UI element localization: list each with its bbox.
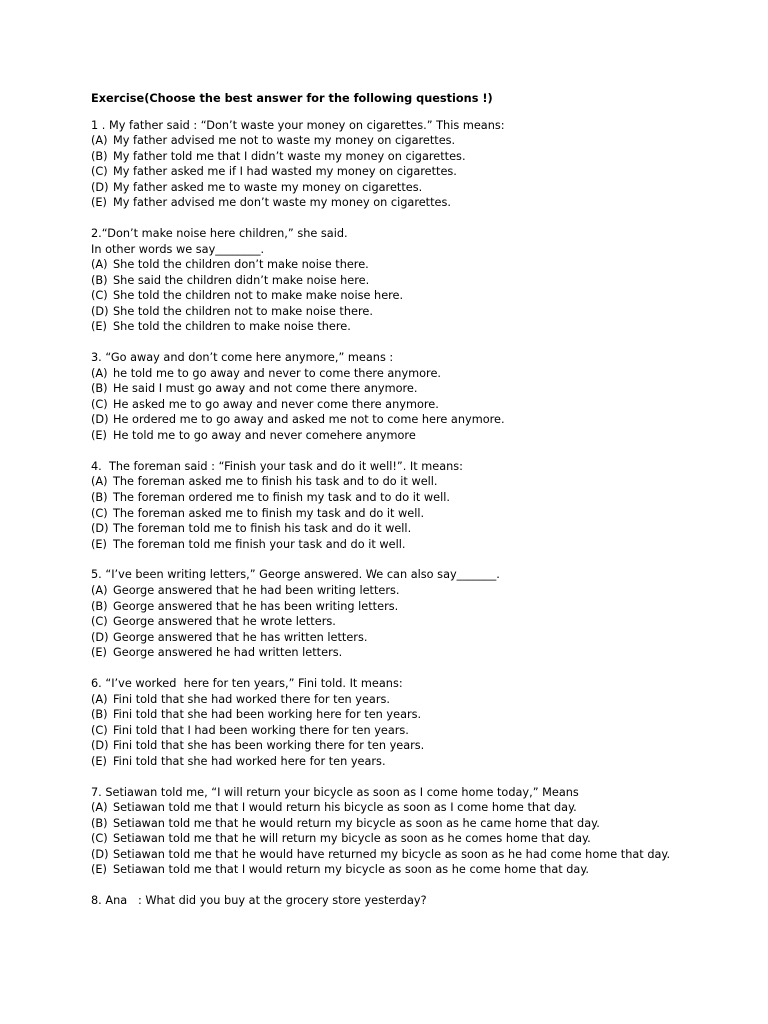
answer-option (91, 257, 751, 273)
option-letter: (D) (91, 847, 109, 861)
option-letter: (A) (91, 584, 108, 597)
option-text: She told the children don’t make noise there. (113, 258, 369, 272)
option-text: The foreman told me to finish his task and do it well. (113, 522, 412, 536)
answer-option (91, 816, 751, 832)
option-text: Setiawan told me that he will return my bicycle as soon as he comes home that day. (113, 832, 591, 846)
answer-option (91, 319, 751, 335)
answer-option (91, 614, 751, 630)
option-text: he told me to go away and never to come there anymore. (113, 366, 441, 380)
option-text: George answered that he has written letters. (113, 630, 368, 644)
option-text: He ordered me to go away and asked me not to come here anymore. (113, 413, 505, 427)
answer-option (91, 738, 751, 754)
option-letter: (C) (91, 397, 108, 411)
answer-option (91, 847, 751, 863)
answer-option (91, 707, 751, 723)
answer-option (91, 537, 751, 553)
option-letter: (E) (91, 754, 107, 768)
answer-option (91, 304, 751, 320)
question-stem: 2.“Don’t make noise here children,” she said. (91, 227, 348, 241)
option-letter: (B) (91, 149, 108, 163)
option-text: My father advised me don’t waste my money on cigarettes. (113, 196, 451, 210)
option-letter: (E) (91, 429, 107, 443)
option-letter: (B) (91, 599, 108, 613)
option-letter: (A) (91, 801, 108, 815)
option-text: She told the children to make noise there. (113, 320, 351, 334)
option-text: Fini told that I had been working there for ten years. (113, 723, 409, 737)
answer-option (91, 180, 751, 196)
option-letter: (D) (91, 739, 109, 753)
option-text: George answered that he has been writing letters. (113, 599, 399, 613)
question-stem: In other words we say________. (91, 242, 265, 256)
option-text: George answered that he had been writing letters. (113, 584, 400, 597)
option-letter: (C) (91, 723, 108, 737)
option-text: Fini told that she had worked there for ten years. (113, 692, 390, 706)
option-letter: (E) (91, 863, 107, 877)
option-text: He told me to go away and never comehere anymore (113, 429, 416, 443)
option-text: Fini told that she had been working here for ten years. (113, 708, 422, 722)
answer-option (91, 521, 751, 537)
option-text: The foreman told me finish your task and do it well. (113, 537, 406, 551)
question-8 (91, 893, 751, 909)
option-text: She said the children didn’t make noise here. (113, 273, 370, 287)
option-text: The foreman ordered me to finish my task and to do it well. (113, 490, 450, 504)
question-stem: 8. Ana : What did you buy at the grocery store yesterday? (91, 894, 427, 908)
option-letter: (E) (91, 320, 107, 334)
option-letter: (A) (91, 366, 108, 380)
answer-option (91, 583, 751, 599)
option-letter: (A) (91, 692, 108, 706)
option-text: My father asked me to waste my money on cigarettes. (113, 180, 423, 194)
question-stem: 5. “I’ve been writing letters,” George answered. We can also say_______. (91, 568, 500, 582)
option-letter: (C) (91, 289, 108, 303)
option-letter: (D) (91, 304, 109, 318)
option-letter: (D) (91, 522, 109, 536)
answer-option (91, 412, 751, 428)
answer-option (91, 474, 751, 490)
question-3 (91, 350, 751, 443)
question-stem: 7. Setiawan told me, “I will return your bicycle as soon as I come home today,” Means (91, 785, 579, 799)
option-text: Setiawan told me that he would have returned my bicycle as soon as he had come home that day. (113, 847, 671, 861)
answer-option (91, 800, 751, 816)
question-2 (91, 226, 751, 335)
option-text: The foreman asked me to finish my task and do it well. (113, 506, 425, 520)
question-6 (91, 676, 751, 769)
answer-option (91, 288, 751, 304)
option-text: The foreman asked me to finish his task and to do it well. (113, 475, 438, 489)
answer-option (91, 490, 751, 506)
option-letter: (B) (91, 273, 108, 287)
question-5 (91, 567, 751, 660)
answer-option (91, 506, 751, 522)
option-letter: (C) (91, 165, 108, 179)
answer-option (91, 381, 751, 397)
option-text: My father asked me if I had wasted my money on cigarettes. (113, 165, 457, 179)
question-stem: 4. The foreman said : “Finish your task and do it well!”. It means: (91, 459, 463, 473)
option-letter: (B) (91, 816, 108, 830)
document-page (91, 91, 751, 924)
answer-option (91, 645, 751, 661)
option-letter: (E) (91, 537, 107, 551)
option-text: She told the children not to make make noise here. (113, 289, 404, 303)
question-stem: 3. “Go away and don’t come here anymore,” means : (91, 351, 394, 365)
option-text: George answered he had written letters. (113, 646, 343, 660)
exercise-title: Exercise(Choose the best answer for the following questions !) (91, 92, 493, 105)
question-1 (91, 118, 751, 211)
answer-option (91, 273, 751, 289)
answer-option (91, 692, 751, 708)
answer-option (91, 599, 751, 615)
option-text: George answered that he wrote letters. (113, 615, 336, 629)
option-letter: (D) (91, 630, 109, 644)
option-letter: (B) (91, 708, 108, 722)
answer-option (91, 831, 751, 847)
answer-option (91, 164, 751, 180)
option-text: Setiawan told me that I would return his bicycle as soon as I come home that day. (113, 801, 577, 815)
question-4 (91, 459, 751, 552)
option-letter: (A) (91, 134, 108, 148)
answer-option (91, 428, 751, 444)
option-letter: (A) (91, 258, 108, 272)
question-7 (91, 785, 751, 878)
option-text: She told the children not to make noise there. (113, 304, 373, 318)
question-stem: 6. “I’ve worked here for ten years,” Fini told. It means: (91, 677, 403, 691)
answer-option (91, 754, 751, 770)
option-text: He said I must go away and not come there anymore. (113, 382, 418, 396)
answer-option (91, 630, 751, 646)
option-letter: (E) (91, 196, 107, 210)
option-letter: (D) (91, 180, 109, 194)
answer-option (91, 149, 751, 165)
answer-option (91, 133, 751, 149)
option-letter: (A) (91, 475, 108, 489)
answer-option (91, 723, 751, 739)
question-list (91, 118, 751, 909)
option-letter: (B) (91, 490, 108, 504)
option-letter: (E) (91, 646, 107, 660)
option-text: Fini told that she had worked here for ten years. (113, 754, 386, 768)
answer-option (91, 195, 751, 211)
option-text: Setiawan told me that he would return my bicycle as soon as he came home that day. (113, 816, 600, 830)
option-text: Fini told that she has been working there for ten years. (113, 739, 425, 753)
option-text: Setiawan told me that I would return my bicycle as soon as he come home that day. (113, 863, 590, 877)
answer-option (91, 862, 751, 878)
option-text: My father told me that I didn’t waste my money on cigarettes. (113, 149, 466, 163)
option-text: My father advised me not to waste my money on cigarettes. (113, 134, 456, 148)
answer-option (91, 366, 751, 382)
question-stem: 1 . My father said : “Don’t waste your money on cigarettes.” This means: (91, 118, 505, 132)
option-text: He asked me to go away and never come there anymore. (113, 397, 439, 411)
option-letter: (D) (91, 413, 109, 427)
answer-option (91, 397, 751, 413)
option-letter: (C) (91, 832, 108, 846)
option-letter: (C) (91, 506, 108, 520)
option-letter: (B) (91, 382, 108, 396)
option-letter: (C) (91, 615, 108, 629)
